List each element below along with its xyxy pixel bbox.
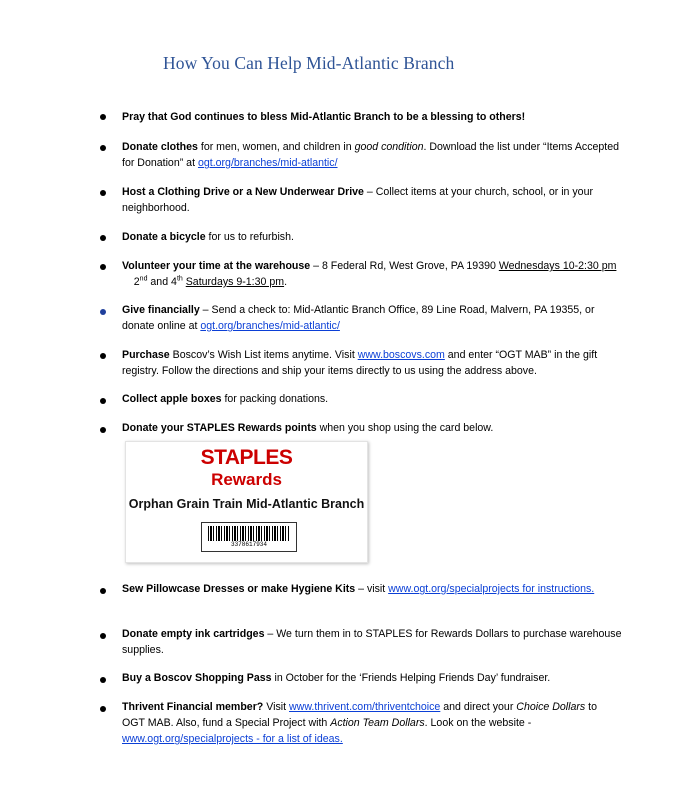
list-item-pray: [122, 109, 622, 125]
item-text: and 4: [147, 276, 177, 288]
item-text: in October for the ‘Friends Helping Friends Day’ fundraiser.: [271, 672, 551, 684]
item-text: – Collect items at your church, school, or in your neighborhood.: [122, 186, 593, 214]
item-heading: Donate a bicycle: [122, 231, 206, 243]
bullet: [100, 235, 106, 241]
item-emphasis: good condition: [354, 141, 424, 153]
list-item-thrivent: [122, 699, 622, 747]
item-text: for packing donations.: [221, 393, 329, 405]
item-heading: Donate empty ink cartridges: [122, 628, 265, 640]
bullet: [100, 145, 106, 151]
item-heading: Donate clothes: [122, 141, 198, 153]
bullet: [100, 353, 106, 359]
special-projects-ideas-link[interactable]: www.ogt.org/specialprojects - for a list of ideas.: [122, 733, 343, 745]
item-heading: Sew Pillowcase Dresses or make Hygiene Kits: [122, 583, 356, 595]
bullet: [100, 398, 106, 404]
donate-online-link[interactable]: ogt.org/branches/mid-atlantic/: [200, 320, 340, 332]
item-text: – Send a check to: Mid-Atlantic Branch Office, 89 Line Road, Malvern, PA 19355, or donate online at: [122, 304, 595, 332]
bullet: [100, 677, 106, 683]
item-text: and enter “OGT MAB” in the gift registry. Follow the directions and ship your items directly to us using the address above.: [122, 349, 598, 377]
item-heading: Donate your STAPLES Rewards points: [122, 422, 317, 434]
bullet: [100, 190, 106, 196]
bullet: [100, 114, 106, 120]
wednesday-hours: Wednesdays 10-2:30 pm: [498, 260, 617, 272]
staples-logo: STAPLES: [200, 446, 293, 469]
item-text: . Download the list under “Items Accepted for Donation” at: [122, 141, 619, 169]
item-text: for us to refurbish.: [205, 231, 294, 243]
item-text: . Look on the website -: [424, 717, 532, 729]
ordinal-suffix: nd: [139, 275, 148, 283]
item-emphasis: Choice Dollars: [516, 701, 586, 713]
list-item-shopping-pass: [122, 670, 622, 686]
rewards-label: Rewards: [211, 470, 282, 489]
item-text: 2: [122, 276, 140, 288]
bullet: [100, 633, 106, 639]
ordinal-suffix: th: [176, 275, 183, 283]
item-emphasis: Action Team Dollars: [330, 717, 425, 729]
boscovs-link[interactable]: www.boscovs.com: [357, 349, 445, 361]
thrivent-link[interactable]: www.thrivent.com/thriventchoice: [289, 701, 441, 713]
bullet: [100, 588, 106, 594]
bullet: [100, 309, 106, 315]
item-text: .: [284, 276, 288, 288]
item-text: when you shop using the card below.: [316, 422, 494, 434]
item-heading: Host a Clothing Drive or a New Underwear Drive: [122, 186, 364, 198]
list-item-boscov-wishlist: [122, 347, 622, 379]
page-title: How You Can Help Mid-Atlantic Branch: [163, 53, 455, 73]
item-heading: Volunteer your time at the warehouse: [122, 260, 311, 272]
item-text: for men, women, and children in: [197, 141, 355, 153]
barcode-bars: [208, 526, 290, 541]
bullet: [100, 264, 106, 270]
mid-atlantic-link[interactable]: ogt.org/branches/mid-atlantic/: [197, 157, 338, 169]
item-heading: Purchase: [122, 349, 170, 361]
item-heading: Buy a Boscov Shopping Pass: [122, 672, 272, 684]
bullet: [100, 427, 106, 433]
list-item-apple-boxes: [122, 391, 622, 407]
item-text: Boscov’s Wish List items anytime. Visit: [169, 349, 358, 361]
list-item-donate-clothes: [122, 139, 622, 171]
item-text: and direct your: [440, 701, 517, 713]
bullet: [100, 706, 106, 712]
list-item-bicycle: [122, 229, 622, 245]
staples-rewards-card: [125, 441, 368, 563]
item-text: – visit: [355, 583, 389, 595]
card-organization: Orphan Grain Train Mid-Atlantic Branch: [128, 497, 365, 511]
list-item-volunteer: [122, 258, 622, 290]
list-item-ink-cartridges: [122, 626, 622, 658]
item-heading: Thrivent Financial member?: [122, 701, 264, 713]
item-heading: Collect apple boxes: [122, 393, 222, 405]
saturday-hours: Saturdays 9-1:30 pm: [185, 276, 285, 288]
list-item-clothing-drive: [122, 184, 622, 216]
pray-text: Pray that God continues to bless Mid-Atlantic Branch to be a blessing to others!: [122, 111, 526, 123]
item-heading: Give financially: [122, 304, 200, 316]
barcode: [201, 522, 297, 552]
item-text: – We turn them in to STAPLES for Rewards Dollars to purchase warehouse supplies.: [122, 628, 622, 656]
item-text: – 8 Federal Rd, West Grove, PA 19390: [310, 260, 499, 272]
item-text: Visit: [263, 701, 290, 713]
barcode-number: 3378617934: [230, 541, 267, 548]
item-text: to OGT MAB. Also, fund a Special Project with: [122, 701, 597, 729]
list-item-pillowcase: [122, 581, 622, 597]
list-item-give-financially: [122, 302, 622, 334]
list-item-staples: [122, 420, 622, 436]
special-projects-link[interactable]: www.ogt.org/specialprojects for instructions.: [388, 583, 595, 595]
